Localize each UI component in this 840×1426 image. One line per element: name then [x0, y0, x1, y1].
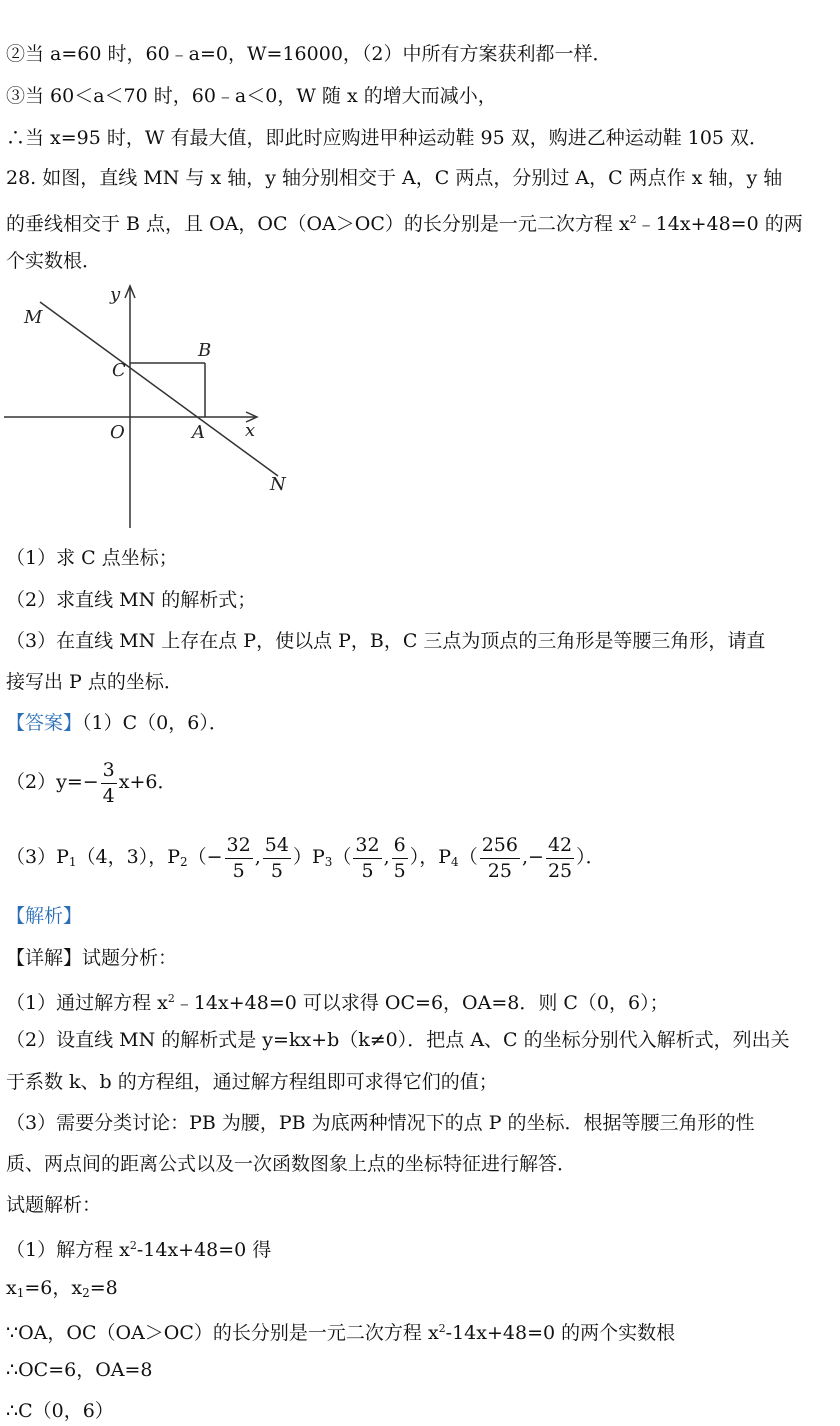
answer-2-suffix: x+6． [118, 771, 177, 793]
answer-3-text: （4，3），P [76, 846, 180, 868]
answer-line-1 [6, 711, 836, 735]
solution-text: =6，x [24, 1277, 83, 1299]
subscript: 3 [324, 855, 333, 869]
fraction [392, 833, 408, 884]
fraction [101, 758, 117, 809]
denominator: 5 [232, 859, 245, 882]
denominator: 25 [487, 859, 512, 882]
prev-line-2: ③当 60＜a＜70 时，60﹣a＜0，W 随 x 的增大而减小， [6, 85, 497, 107]
line-mn [40, 302, 278, 476]
detail-line [6, 946, 836, 970]
solution-text: -14x+48=0 的两个实数根 [445, 1322, 676, 1344]
answer-1: （1）C（0，6）． [82, 712, 228, 734]
answer-3-text: ），P [409, 846, 452, 868]
answer-tag: 【答案】 [6, 712, 83, 734]
solution-3 [6, 1317, 836, 1345]
answer-line-3 [6, 832, 836, 887]
problem-line-3: 个实数根． [6, 250, 102, 272]
answer-line-2 [6, 757, 836, 809]
detail-2-line-1: （2）设直线 MN 的解析式是 y=kx+b（k≠0）．把点 A、C 的坐标分别代入解析式，列出关 [6, 1029, 790, 1051]
answer-3-text: （ [332, 846, 352, 868]
label-x: x [245, 420, 256, 441]
subscript: 1 [16, 1286, 25, 1300]
numerator: 3 [101, 758, 117, 784]
problem-line-2 [6, 208, 836, 236]
detail-3-line-2: 质、两点间的距离公式以及一次函数图象上点的坐标特征进行解答． [6, 1153, 577, 1175]
fraction [263, 833, 291, 884]
detail-text: ﹣14x+48=0 可以求得 OC=6，OA=8．则 C（0，6）； [174, 992, 669, 1014]
superscript: 2 [629, 213, 637, 226]
denominator: 4 [102, 784, 115, 807]
comma: ,− [521, 846, 544, 868]
fraction [480, 833, 520, 884]
answer-3-text: （3）P [6, 846, 69, 868]
detail-text: （1）通过解方程 x [6, 992, 168, 1014]
detail-text: 试题分析： [82, 947, 178, 969]
superscript: 2 [438, 1322, 446, 1335]
numerator: 42 [546, 833, 574, 859]
comma: , [254, 846, 261, 868]
detail-2-line-2: 于系数 k、b 的方程组，通过解方程组即可求得它们的值； [6, 1071, 498, 1093]
answer-2-prefix: （2）y=− [6, 771, 99, 793]
label-m: M [24, 307, 43, 328]
solution-heading: 试题解析： [6, 1194, 102, 1216]
coordinate-figure [0, 278, 300, 533]
fraction [225, 833, 253, 884]
solution-text: （1）解方程 x [6, 1239, 130, 1261]
superscript: 2 [167, 992, 175, 1005]
solution-4: ∴OC=6，OA=8 [6, 1359, 153, 1381]
detail-tag: 【详解】 [6, 947, 83, 969]
solution-text: x [6, 1277, 17, 1299]
label-c: C [112, 360, 126, 381]
denominator: 5 [361, 859, 374, 882]
prev-line-3: ∴当 x=95 时，W 有最大值，即此时应购进甲种运动鞋 95 双，购进乙种运动鞋 105 双． [6, 127, 769, 149]
subscript: 2 [82, 1286, 90, 1300]
answer-3-text: ）P [292, 846, 325, 868]
label-n: N [270, 474, 286, 495]
denominator: 5 [270, 859, 283, 882]
comma: , [383, 846, 390, 868]
subscript: 4 [451, 855, 459, 869]
problem-text: ﹣14x+48=0 的两 [636, 213, 803, 235]
prev-line-1: ②当 a=60 时，60﹣a=0，W=16000，（2）中所有方案获利都一样． [6, 43, 612, 65]
subscript: 2 [179, 855, 188, 869]
solution-5: ∴C（0，6） [6, 1400, 114, 1422]
label-o: O [110, 422, 125, 443]
question-3-line-2: 接写出 P 点的坐标． [6, 671, 183, 693]
numerator: 54 [263, 833, 291, 859]
subscript: 1 [68, 855, 77, 869]
label-y: y [110, 284, 121, 305]
solution-2 [6, 1276, 836, 1305]
label-a: A [192, 422, 205, 443]
problem-line-1: 28. 如图，直线 MN 与 x 轴，y 轴分别相交于 A，C 两点，分别过 A，C 两点作 x 轴，y 轴 [6, 167, 783, 189]
solution-text: =8 [89, 1277, 118, 1299]
fraction [546, 833, 574, 884]
problem-text: 的垂线相交于 B 点，且 OA，OC（OA＞OC）的长分别是一元二次方程 x [6, 213, 630, 235]
answer-3-text: （ [458, 846, 478, 868]
analysis-tag: 【解析】 [6, 905, 83, 927]
solution-text: ∵OA，OC（OA＞OC）的长分别是一元二次方程 x [6, 1322, 439, 1344]
numerator: 6 [392, 833, 408, 859]
question-1: （1）求 C 点坐标； [6, 547, 178, 569]
denominator: 5 [393, 859, 406, 882]
fraction [353, 833, 381, 884]
detail-1 [6, 987, 836, 1015]
detail-3-line-1: （3）需要分类讨论：PB 为腰，PB 为底两种情况下的点 P 的坐标．根据等腰三角形的性 [6, 1112, 755, 1134]
numerator: 256 [480, 833, 520, 859]
answer-3-text: （− [187, 846, 223, 868]
question-2: （2）求直线 MN 的解析式； [6, 589, 257, 611]
numerator: 32 [225, 833, 253, 859]
answer-3-text: ）． [576, 846, 605, 868]
label-b: B [198, 340, 212, 361]
denominator: 25 [547, 859, 573, 882]
superscript: 2 [129, 1239, 137, 1252]
numerator: 32 [353, 833, 381, 859]
solution-text: -14x+48=0 得 [136, 1239, 272, 1261]
question-3-line-1: （3）在直线 MN 上存在点 P，使以点 P，B，C 三点为顶点的三角形是等腰三角形，请直 [6, 630, 766, 652]
solution-1 [6, 1234, 836, 1262]
